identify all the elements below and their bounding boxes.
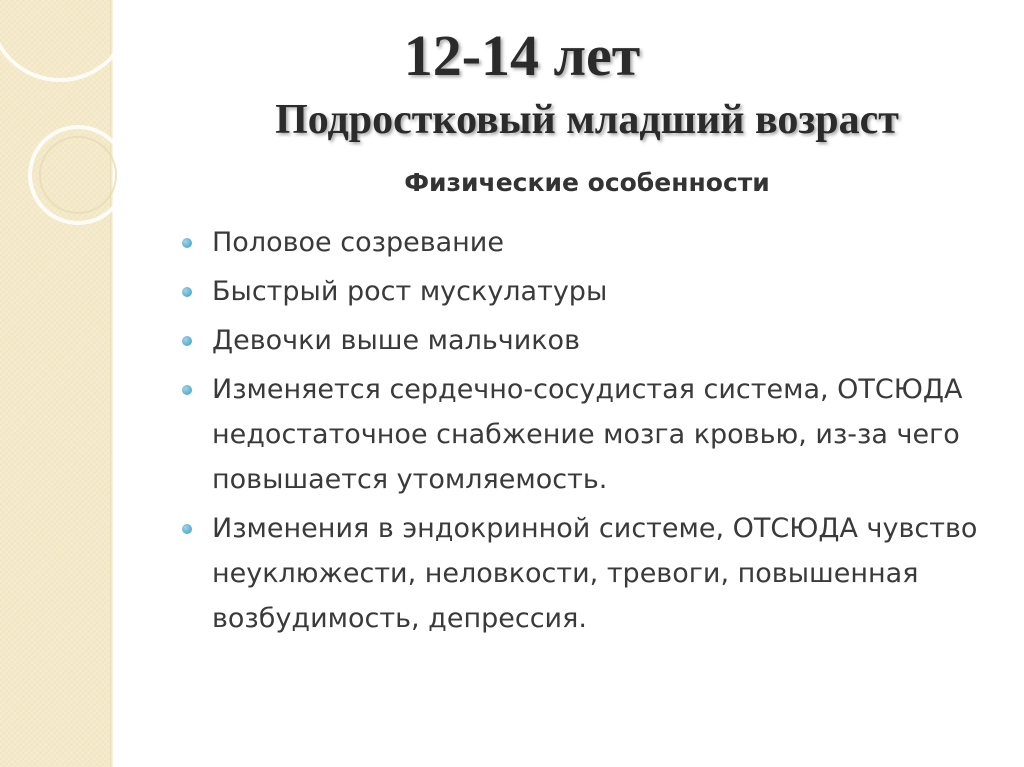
slide-title: [0, 22, 1024, 146]
bullet-dot-icon: [182, 385, 192, 395]
bullet-dot-icon: [182, 336, 192, 346]
section-subheading: Физические особенности: [404, 168, 770, 197]
bullet-text: Изменяется сердечно-сосудистая система, ОТСЮДА недостаточное снабжение мозга кровью, из-за чего повышается утомляемость.: [212, 374, 963, 495]
bullet-item: [182, 220, 982, 265]
bullet-item: [182, 269, 982, 314]
bullet-item: [182, 506, 982, 641]
bullet-text: Изменения в эндокринной системе, ОТСЮДА чувство неуклюжести, неловкости, тревоги, повышенная возбудимость, депрессия.: [212, 513, 978, 634]
bullet-item: [182, 318, 982, 363]
bullet-text: Половое созревание: [212, 227, 504, 258]
bullet-text: Девочки выше мальчиков: [212, 325, 580, 356]
bullet-dot-icon: [182, 524, 192, 534]
bullet-dot-icon: [182, 287, 192, 297]
title-age-range: 12-14 лет: [403, 23, 641, 88]
title-age-group: Подростковый младший возраст: [275, 97, 899, 143]
bullet-item: [182, 367, 982, 502]
bullet-dot-icon: [182, 238, 192, 248]
bullet-list: [182, 220, 982, 645]
bullet-text: Быстрый рост мускулатуры: [212, 276, 608, 307]
